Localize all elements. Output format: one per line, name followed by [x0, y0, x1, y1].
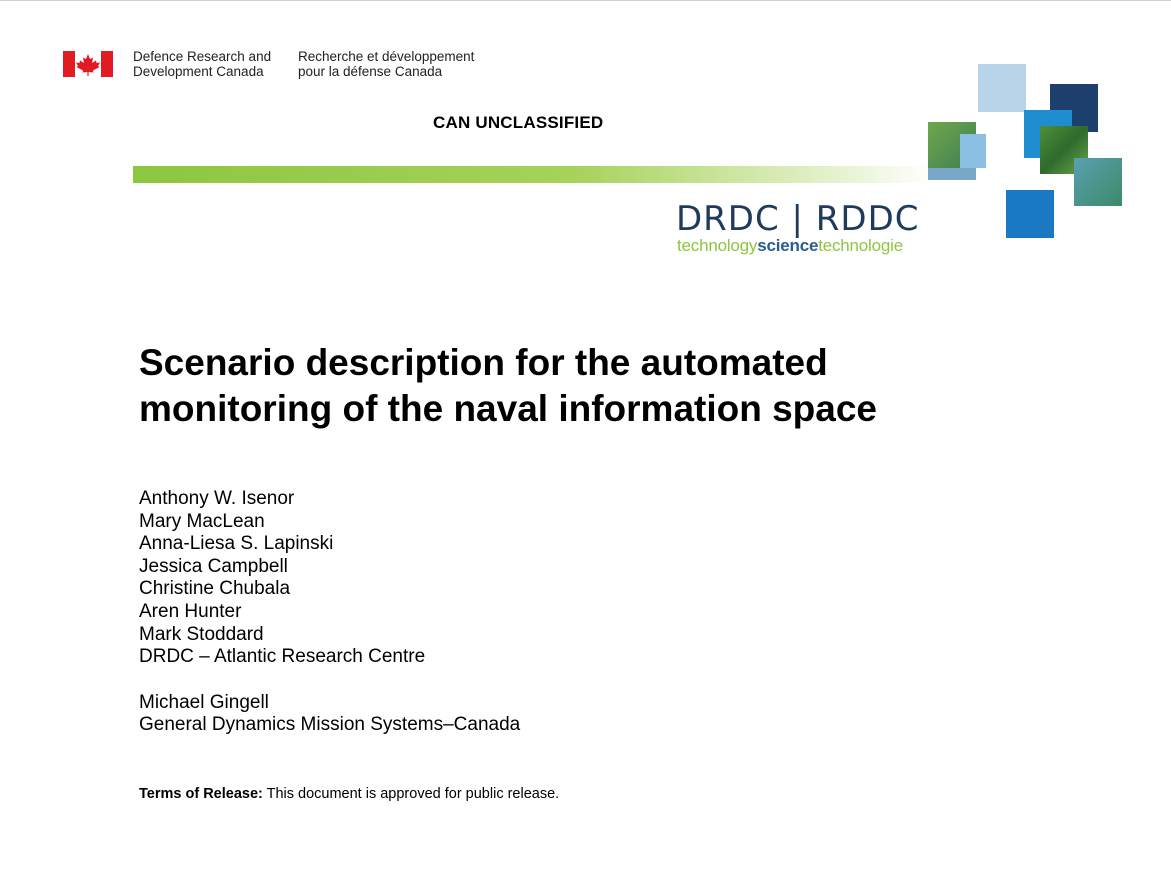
document-title — [139, 340, 1039, 432]
author-name: Mark Stoddard — [139, 623, 264, 645]
author-affiliation: DRDC – Atlantic Research Centre — [139, 646, 426, 668]
canada-flag-icon — [63, 51, 113, 77]
title-line-2: monitoring of the naval information space — [139, 388, 878, 429]
header-green-bar — [133, 166, 933, 183]
tagline-part-2: science — [757, 236, 819, 255]
author-name: Michael Gingell — [139, 691, 269, 713]
department-en-line-1: Defence Research and — [133, 49, 272, 64]
terms-of-release — [139, 786, 559, 802]
author-name: Anthony W. Isenor — [139, 488, 295, 509]
department-fr-line-2: pour la défense Canada — [298, 64, 443, 79]
author-group-spacer — [139, 669, 520, 692]
drdc-tagline — [677, 236, 903, 256]
author-name: Aren Hunter — [139, 600, 242, 622]
drdc-wordmark: DRDC | RDDC — [676, 199, 920, 239]
classification-label: CAN UNCLASSIFIED — [433, 113, 604, 132]
tagline-part-3: technologie — [818, 236, 903, 255]
terms-text: This document is approved for public release. — [262, 786, 560, 802]
branding-mosaic-graphic — [924, 62, 1134, 242]
title-line-1: Scenario description for the automated — [139, 342, 828, 383]
tagline-part-1: technology — [677, 236, 758, 255]
author-name: Jessica Campbell — [139, 555, 288, 577]
department-name-french — [298, 49, 474, 79]
author-list — [139, 488, 520, 737]
department-en-line-2: Development Canada — [133, 64, 264, 79]
page-top-border — [0, 0, 1171, 1]
author-name: Anna-Liesa S. Lapinski — [139, 533, 334, 555]
author-affiliation: General Dynamics Mission Systems–Canada — [139, 714, 521, 736]
department-fr-line-1: Recherche et développement — [298, 49, 475, 64]
terms-label: Terms of Release: — [139, 786, 263, 802]
department-name-english — [133, 49, 271, 79]
author-name: Christine Chubala — [139, 578, 291, 600]
author-name: Mary MacLean — [139, 510, 265, 532]
